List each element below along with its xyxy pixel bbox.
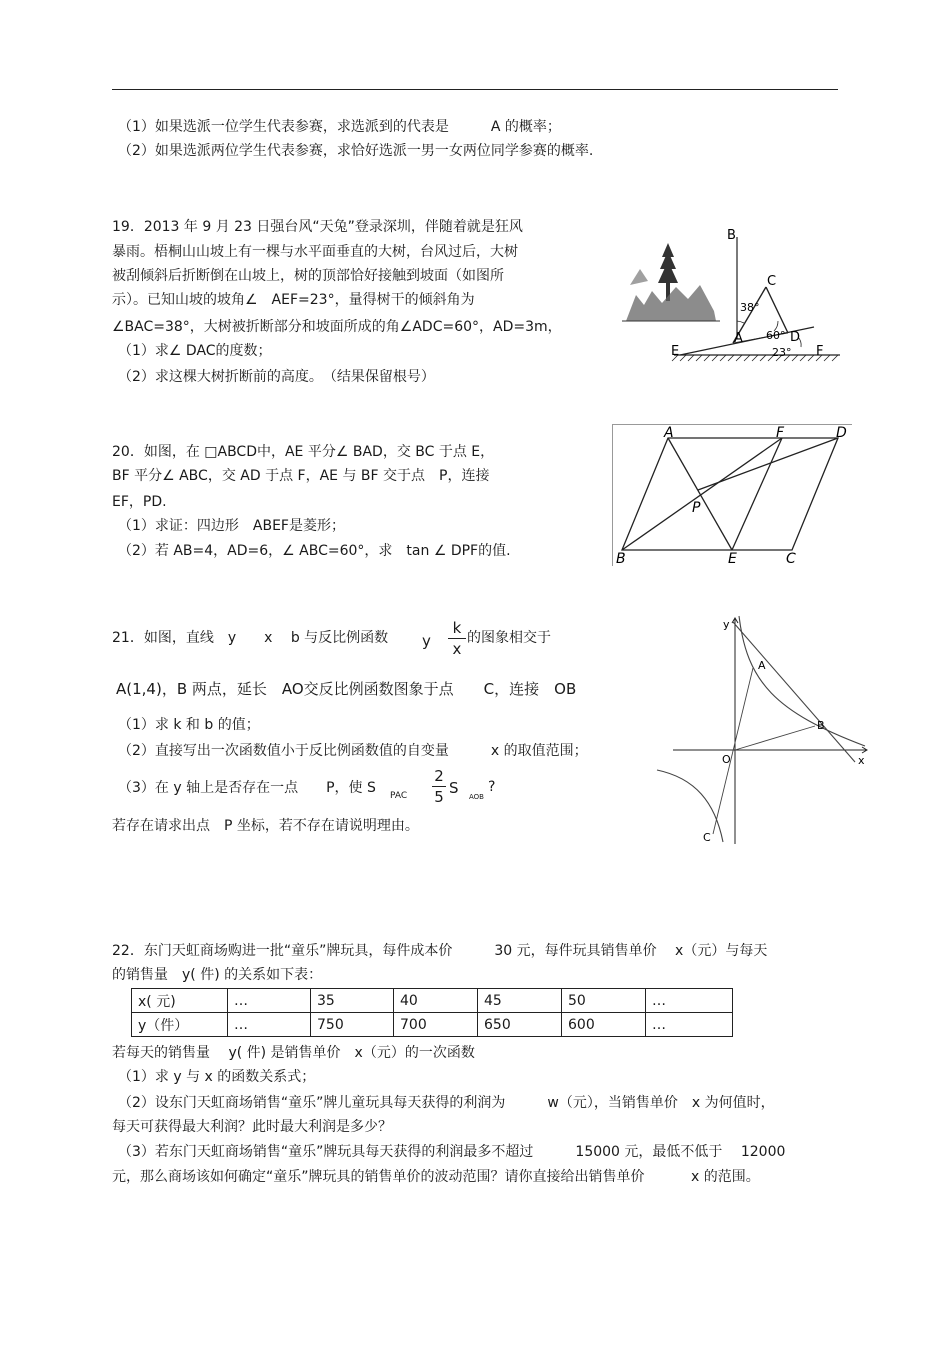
q19-line5: ∠BAC=38°，大树被折断部分和坡面所成的角∠ADC=60°，AD=3m， [112,319,562,335]
top-rule [112,89,838,90]
table-cell: y（件） [132,1013,228,1037]
q18-part2: （2）如果选派两位学生代表参赛，求恰好选派一男一女两位同学参赛的概率. [118,143,594,159]
label-B: B [727,228,736,243]
label-angle-23: 23° [772,346,792,359]
q20-figure [612,424,852,566]
label-A: A [758,659,766,672]
fraction-denominator: x [452,640,462,658]
q22-line1: 22．东门天虹商场购进一批“童乐”牌玩具，每件成本价 30 元，每件玩具销售单价 x（元）与每天 [112,943,768,959]
q20-line3: EF，PD. [112,494,167,510]
q19-line3: 被刮倾斜后折断倒在山坡上，树的顶部恰好接触到坡面（如图所 [112,268,504,284]
q21-S: S [449,779,459,797]
q20-part2: （2）若 AB=4，AD=6，∠ ABC=60°，求 tan ∠ DPF的值. [118,543,511,559]
label-B: B [817,719,825,732]
table-cell: … [228,989,311,1013]
label-x: x [858,754,865,767]
label-F: F [776,425,785,441]
label-O: O [722,753,731,766]
table-cell: 700 [394,1013,478,1037]
label-A: A [734,331,743,346]
table-cell: 650 [478,1013,562,1037]
q19-line2: 暴雨。梧桐山山坡上有一棵与水平面垂直的大树，台风过后，大树 [112,244,518,260]
q18-part1: （1）如果选派一位学生代表参赛，求选派到的代表是 A 的概率； [118,119,561,135]
line-AB [733,622,855,762]
q22-part2-cont: 每天可获得最大利润？此时最大利润是多少？ [112,1119,392,1135]
table-cell: … [228,1013,311,1037]
table-cell: x( 元) [132,989,228,1013]
fraction-denominator: 5 [434,788,444,806]
q21-question-mark: ? [488,779,496,795]
q22-line3: 若每天的销售量 y( 件) 是销售单价 x（元）的一次函数 [112,1045,475,1061]
q22-part1: （1）求 y 与 x 的函数关系式； [118,1069,316,1085]
q21-fraction-k-over-x [448,619,466,658]
fraction-numerator: 2 [434,767,444,785]
q21-part3: （3）在 y 轴上是否存在一点 P，使 S [118,780,376,796]
label-P: P [692,500,701,516]
q22-part2: （2）设东门天虹商场销售“童乐”牌儿童玩具每天获得的利润为 w（元），当销售单价 x 为何值时， [118,1095,775,1111]
table-cell: 40 [394,989,478,1013]
table-cell: 600 [562,1013,646,1037]
q21-figure [655,612,873,848]
table-cell: … [646,989,733,1013]
q21-line2: A(1,4)，B 两点，延长 AO交反比例函数图象于点 C，连接 OB [116,680,577,698]
label-D: D [790,330,801,345]
q21-part1: （1）求 k 和 b 的值； [118,717,260,733]
table-cell: 35 [311,989,394,1013]
hyperbola-branch-1 [739,616,865,746]
q21-fraction-2-over-5 [432,767,446,806]
table-cell: 45 [478,989,562,1013]
label-E: E [728,551,737,566]
sales-table [131,988,733,1037]
q21-sub-pac: PAC [390,791,408,801]
q21-line6: 若存在请求出点 P 坐标，若不存在请说明理由。 [112,818,419,834]
label-angle-38: 38° [740,301,760,314]
label-B: B [616,551,626,566]
q19-figure [618,225,844,365]
label-E: E [671,344,680,359]
label-F: F [816,344,824,359]
hyperbola-branch-2 [657,770,723,842]
q20-line1: 20．如图，在 □ABCD中，AE 平分∠ BAD，交 BC 于点 E， [112,444,495,460]
q19-part2: （2）求这棵大树折断前的高度。 （结果保留根号） [118,369,435,385]
q21-sub-aob: AOB [469,793,484,801]
fraction-numerator: k [452,619,462,637]
fraction-bar [432,786,446,787]
table-row-x [132,989,733,1013]
fraction-bar [448,638,466,639]
q20-part1: （1）求证：四边形 ABEF是菱形； [118,518,345,534]
label-C: C [786,551,796,566]
table-cell: 750 [311,1013,394,1037]
q21-part2: （2）直接写出一次函数值小于反比例函数值的自变量 x 的取值范围； [118,743,588,759]
label-A: A [664,425,674,441]
q20-line2: BF 平分∠ ABC，交 AD 于点 F，AE 与 BF 交于点 P，连接 [112,468,490,484]
q19-part1: （1）求∠ DAC的度数； [118,343,272,359]
q21-y: y [422,632,431,650]
table-cell: 50 [562,989,646,1013]
label-angle-60: 60° [766,329,786,342]
label-C: C [703,831,711,844]
q19-line4: 示）。已知山坡的坡角∠ AEF=23°，量得树干的倾斜角为 [112,292,475,308]
label-C: C [767,274,777,289]
q21-line1-end: 的图象相交于 [467,630,551,646]
q22-part3-cont: 元，那么商场该如何确定“童乐”牌玩具的销售单价的波动范围？请你直接给出销售单价 x 的范围。 [112,1169,760,1185]
q22-line2: 的销售量 y( 件) 的关系如下表： [112,967,323,983]
q19-line1: 19．2013 年 9 月 23 日强台风“天兔”登录深圳，伴随着就是狂风 [112,219,523,235]
table-row-y [132,1013,733,1037]
line-AC [713,668,753,834]
label-y: y [723,618,730,631]
table-cell: … [646,1013,733,1037]
q21-line1: 21．如图，直线 y x b 与反比例函数 [112,630,389,646]
tree-picture [622,243,720,321]
line-OB [735,726,815,750]
q22-part3: （3）若东门天虹商场销售“童乐”牌玩具每天获得的利润最多不超过 15000 元，最低不低于 12000 [118,1144,786,1160]
label-D: D [836,425,847,441]
